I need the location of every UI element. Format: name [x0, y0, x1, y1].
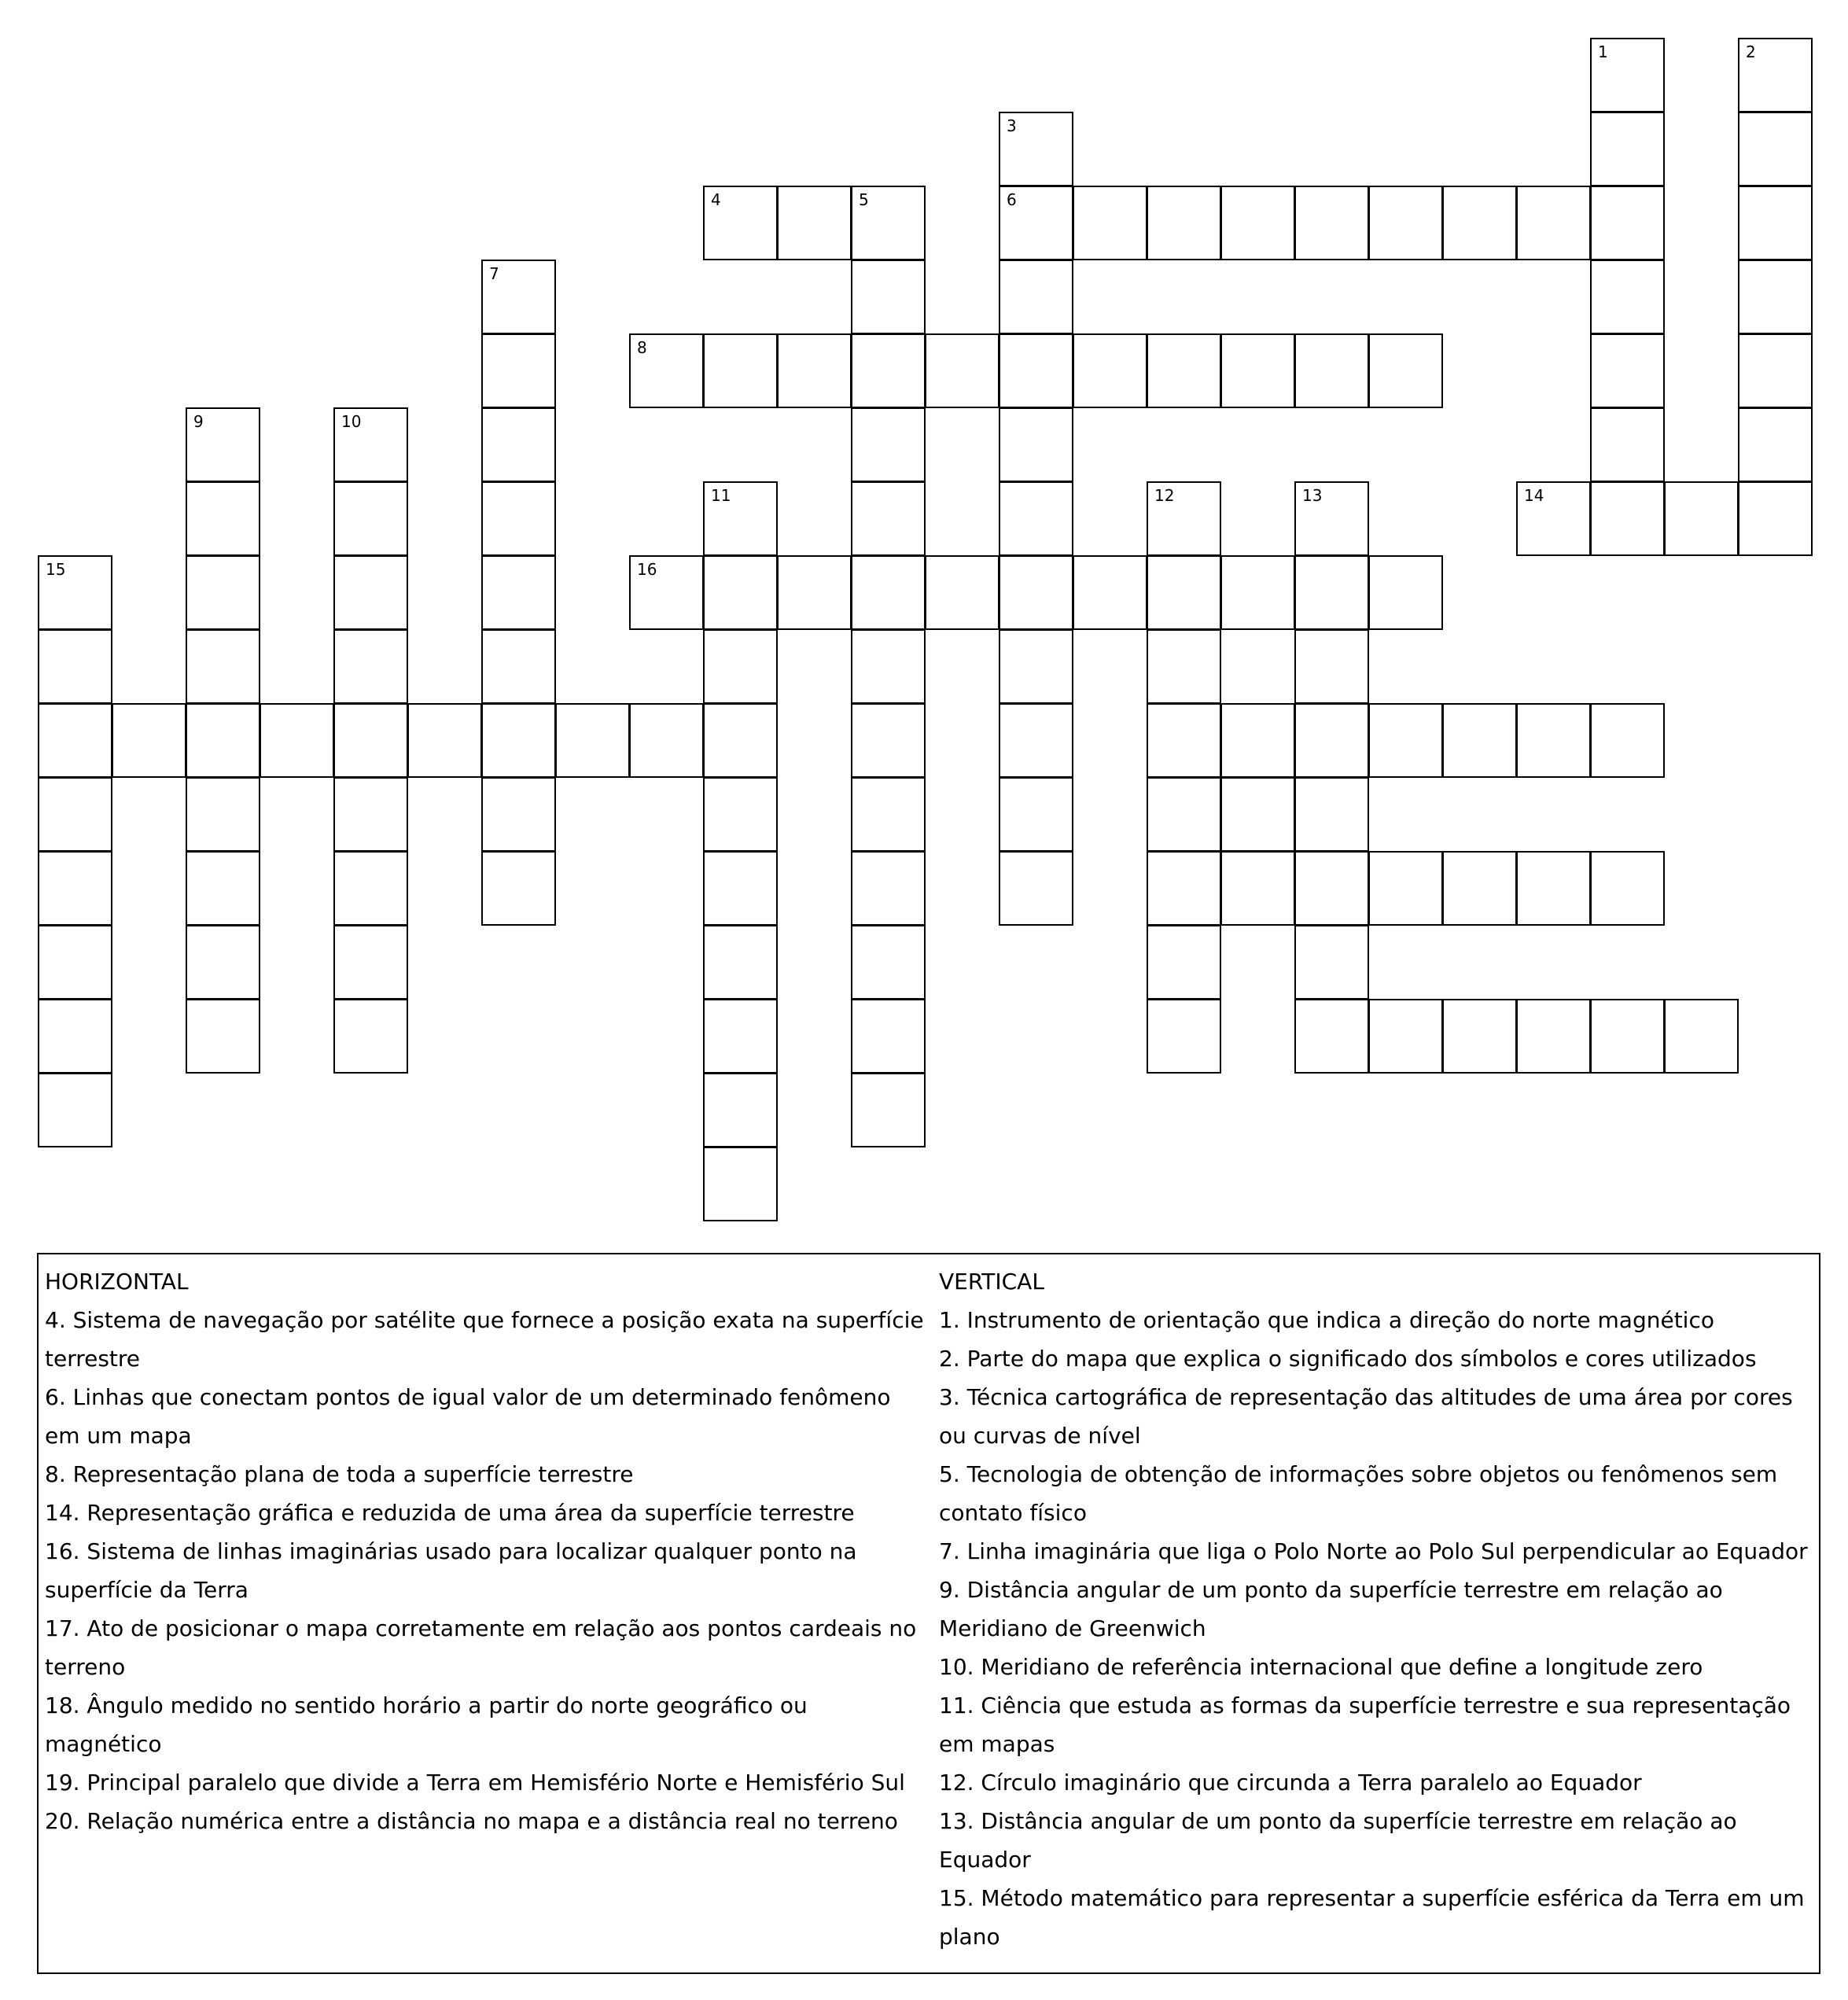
cell-number: 12 [1154, 486, 1175, 505]
clues-box [37, 1253, 1820, 1974]
crossword-cell[interactable] [186, 703, 260, 778]
clue-vertical-10: 10. Meridiano de referência internacional que define a longitude zero [939, 1654, 1703, 1680]
crossword-cell[interactable] [38, 925, 112, 1000]
crossword-cell[interactable] [851, 703, 926, 778]
crossword-cell[interactable] [1590, 481, 1665, 556]
crossword-cell[interactable] [1220, 555, 1295, 630]
crossword-cell[interactable] [777, 333, 852, 408]
crossword-cell[interactable] [481, 703, 556, 778]
crossword-cell[interactable] [1590, 851, 1665, 926]
clue-vertical-12: 12. Círculo imaginário que circunda a Terra paralelo ao Equador [939, 1770, 1642, 1796]
crossword-cell[interactable] [1738, 186, 1813, 260]
crossword-cell[interactable] [1147, 555, 1221, 630]
crossword-cell[interactable] [186, 999, 260, 1074]
clue-vertical-1: 1. Instrumento de orientação que indica a direção do norte magnético [939, 1307, 1714, 1333]
crossword-cell[interactable] [703, 555, 778, 630]
crossword-cell[interactable] [1590, 186, 1665, 260]
clue-horizontal-6: 6. Linhas que conectam pontos de igual valor de um determinado fenômeno em um mapa [45, 1384, 891, 1449]
crossword-cell[interactable] [1368, 186, 1443, 260]
crossword-cell[interactable] [703, 333, 778, 408]
vertical-clues [939, 1262, 1812, 1956]
clue-vertical-2: 2. Parte do mapa que explica o significado dos símbolos e cores utilizados [939, 1346, 1757, 1372]
crossword-cell[interactable] [481, 407, 556, 482]
crossword-cell[interactable] [1294, 925, 1369, 1000]
crossword-cell[interactable] [1442, 703, 1517, 778]
clue-horizontal-16: 16. Sistema de linhas imaginárias usado para localizar qualquer ponto na superfície da Terra [45, 1538, 857, 1603]
crossword-cell-13[interactable] [1294, 481, 1369, 556]
crossword-cell[interactable] [999, 777, 1073, 852]
crossword-cell[interactable] [481, 333, 556, 408]
crossword-cell[interactable] [1442, 186, 1517, 260]
crossword-cell[interactable] [38, 777, 112, 852]
crossword-cell[interactable] [1073, 333, 1147, 408]
crossword-cell[interactable] [38, 1073, 112, 1147]
crossword-cell-15[interactable] [38, 555, 112, 630]
crossword-cell[interactable] [1516, 703, 1591, 778]
crossword-cell[interactable] [1738, 481, 1813, 556]
crossword-cell[interactable] [999, 851, 1073, 926]
crossword-cell[interactable] [112, 703, 186, 778]
crossword-cell[interactable] [851, 555, 926, 630]
clue-vertical-9: 9. Distância angular de um ponto da superfície terrestre em relação ao Meridiano de Greenwich [939, 1577, 1723, 1641]
horizontal-clues [45, 1262, 926, 1840]
crossword-cell[interactable] [1073, 186, 1147, 260]
cell-number: 4 [711, 190, 721, 209]
cell-number: 1 [1598, 42, 1608, 61]
crossword-cell[interactable] [186, 481, 260, 556]
crossword-cell[interactable] [1368, 333, 1443, 408]
clue-vertical-11: 11. Ciência que estuda as formas da superfície terrestre e sua representação em mapas [939, 1692, 1791, 1757]
crossword-cell[interactable] [555, 703, 630, 778]
crossword-cell[interactable] [186, 925, 260, 1000]
cell-number: 5 [859, 190, 869, 209]
crossword-cell[interactable] [1442, 851, 1517, 926]
crossword-cell[interactable] [925, 555, 999, 630]
crossword-cell[interactable] [1294, 333, 1369, 408]
crossword-cell[interactable] [703, 703, 778, 778]
crossword-cell[interactable] [186, 555, 260, 630]
crossword-cell[interactable] [481, 555, 556, 630]
crossword-cell[interactable] [1368, 999, 1443, 1074]
crossword-cell[interactable] [1294, 851, 1369, 926]
crossword-cell[interactable] [1220, 186, 1295, 260]
crossword-cell[interactable] [851, 481, 926, 556]
crossword-cell[interactable] [777, 555, 852, 630]
crossword-cell[interactable] [703, 629, 778, 704]
crossword-cell[interactable] [38, 851, 112, 926]
crossword-cell[interactable] [481, 629, 556, 704]
crossword-cell[interactable] [777, 186, 852, 260]
crossword-cell[interactable] [333, 481, 408, 556]
crossword-cell[interactable] [1294, 777, 1369, 852]
clue-horizontal-4: 4. Sistema de navegação por satélite que fornece a posição exata na superfície terrestre [45, 1307, 924, 1372]
crossword-cell-5[interactable] [851, 186, 926, 260]
crossword-cell[interactable] [703, 925, 778, 1000]
crossword-cell[interactable] [629, 703, 704, 778]
crossword-cell[interactable] [1738, 260, 1813, 334]
clue-vertical-7: 7. Linha imaginária que liga o Polo Norte ao Polo Sul perpendicular ao Equador [939, 1538, 1808, 1564]
cell-number: 16 [637, 560, 657, 579]
crossword-cell[interactable] [1442, 999, 1517, 1074]
crossword-cell[interactable] [851, 629, 926, 704]
crossword-cell[interactable] [333, 629, 408, 704]
crossword-cell[interactable] [1368, 703, 1443, 778]
cell-number: 14 [1524, 486, 1544, 505]
crossword-cell[interactable] [1294, 629, 1369, 704]
crossword-cell[interactable] [703, 1147, 778, 1221]
cell-number: 6 [1007, 190, 1017, 209]
clue-vertical-3: 3. Técnica cartográfica de representação das altitudes de uma área por cores ou curvas de nível [939, 1384, 1793, 1449]
crossword-cell-8[interactable] [629, 333, 704, 408]
crossword-cell[interactable] [703, 777, 778, 852]
crossword-cell[interactable] [1664, 481, 1739, 556]
crossword-cell[interactable] [1590, 407, 1665, 482]
crossword-cell[interactable] [1664, 999, 1739, 1074]
crossword-cell[interactable] [1220, 703, 1295, 778]
crossword-cell[interactable] [1294, 186, 1369, 260]
crossword-cell[interactable] [999, 481, 1073, 556]
clue-horizontal-17: 17. Ato de posicionar o mapa corretamente em relação aos pontos cardeais no terreno [45, 1615, 917, 1680]
crossword-cell[interactable] [703, 999, 778, 1074]
clue-horizontal-14: 14. Representação gráfica e reduzida de uma área da superfície terrestre [45, 1500, 855, 1526]
crossword-cell[interactable] [851, 777, 926, 852]
clue-vertical-13: 13. Distância angular de um ponto da superfície terrestre em relação ao Equador [939, 1808, 1737, 1873]
crossword-cell[interactable] [851, 333, 926, 408]
crossword-cell[interactable] [1147, 186, 1221, 260]
crossword-cell[interactable] [1738, 407, 1813, 482]
crossword-cell[interactable] [1147, 999, 1221, 1074]
cell-number: 2 [1746, 42, 1756, 61]
clue-horizontal-18: 18. Ângulo medido no sentido horário a partir do norte geográfico ou magnético [45, 1692, 808, 1757]
cell-number: 3 [1007, 116, 1017, 135]
crossword-cell-6[interactable] [999, 186, 1073, 260]
crossword-cell[interactable] [186, 851, 260, 926]
crossword-cell[interactable] [999, 703, 1073, 778]
crossword-cell[interactable] [407, 703, 482, 778]
clue-horizontal-20: 20. Relação numérica entre a distância no mapa e a distância real no terreno [45, 1808, 898, 1834]
crossword-cell[interactable] [851, 260, 926, 334]
crossword-cell-14[interactable] [1516, 481, 1591, 556]
crossword-cell[interactable] [1147, 851, 1221, 926]
crossword-cell[interactable] [38, 629, 112, 704]
crossword-cell[interactable] [38, 999, 112, 1074]
crossword-cell[interactable] [851, 925, 926, 1000]
crossword-cell[interactable] [1738, 333, 1813, 408]
crossword-cell[interactable] [1073, 555, 1147, 630]
crossword-cell[interactable] [1220, 851, 1295, 926]
crossword-cell[interactable] [1590, 333, 1665, 408]
crossword-cell[interactable] [851, 1073, 926, 1147]
crossword-cell[interactable] [1147, 925, 1221, 1000]
crossword-cell[interactable] [999, 629, 1073, 704]
clue-horizontal-19: 19. Principal paralelo que divide a Terra em Hemisfério Norte e Hemisfério Sul [45, 1770, 905, 1796]
crossword-cell[interactable] [333, 851, 408, 926]
crossword-cell[interactable] [1516, 186, 1591, 260]
crossword-cell[interactable] [999, 333, 1073, 408]
cell-number: 15 [46, 560, 66, 579]
crossword-cell[interactable] [1590, 999, 1665, 1074]
crossword-cell[interactable] [481, 777, 556, 852]
crossword-cell[interactable] [925, 333, 999, 408]
crossword-cell-3[interactable] [999, 112, 1073, 186]
crossword-cell-10[interactable] [333, 407, 408, 482]
vertical-title: VERTICAL [939, 1269, 1044, 1295]
crossword-cell-7[interactable] [481, 260, 556, 334]
crossword-cell[interactable] [851, 999, 926, 1074]
crossword-cell[interactable] [999, 260, 1073, 334]
crossword-cell[interactable] [851, 407, 926, 482]
cell-number: 13 [1302, 486, 1323, 505]
crossword-cell[interactable] [1220, 333, 1295, 408]
crossword-cell-11[interactable] [703, 481, 778, 556]
crossword-cell[interactable] [1294, 999, 1369, 1074]
crossword-cell-4[interactable] [703, 186, 778, 260]
crossword-cell[interactable] [1147, 333, 1221, 408]
crossword-cell[interactable] [1590, 112, 1665, 186]
cell-number: 7 [489, 264, 499, 283]
cell-number: 9 [193, 412, 204, 431]
crossword-cell-9[interactable] [186, 407, 260, 482]
crossword-cell[interactable] [481, 851, 556, 926]
crossword-cell[interactable] [1294, 555, 1369, 630]
horizontal-title: HORIZONTAL [45, 1269, 189, 1295]
crossword-cell[interactable] [1147, 777, 1221, 852]
cell-number: 10 [341, 412, 362, 431]
crossword-cell[interactable] [1294, 703, 1369, 778]
clue-vertical-5: 5. Tecnologia de obtenção de informações sobre objetos ou fenômenos sem contato físico [939, 1461, 1778, 1526]
crossword-cell[interactable] [481, 481, 556, 556]
crossword-cell-1[interactable] [1590, 38, 1665, 112]
crossword-cell[interactable] [333, 703, 408, 778]
crossword-cell[interactable] [1368, 851, 1443, 926]
crossword-cell[interactable] [186, 777, 260, 852]
clue-horizontal-8: 8. Representação plana de toda a superfície terrestre [45, 1461, 634, 1487]
crossword-cell[interactable] [851, 851, 926, 926]
crossword-cell[interactable] [1220, 777, 1295, 852]
crossword-cell[interactable] [1516, 851, 1591, 926]
crossword-cell[interactable] [1147, 629, 1221, 704]
crossword-cell[interactable] [703, 851, 778, 926]
crossword-cell[interactable] [186, 629, 260, 704]
crossword-cell[interactable] [999, 555, 1073, 630]
crossword-cell[interactable] [1516, 999, 1591, 1074]
cell-number: 11 [711, 486, 731, 505]
crossword-cell[interactable] [1368, 555, 1443, 630]
crossword-cell[interactable] [333, 777, 408, 852]
crossword-cell[interactable] [260, 703, 334, 778]
crossword-cell[interactable] [1590, 703, 1665, 778]
crossword-cell[interactable] [1738, 112, 1813, 186]
crossword-cell-16[interactable] [629, 555, 704, 630]
crossword-cell[interactable] [703, 1073, 778, 1147]
crossword-cell[interactable] [38, 703, 112, 778]
cell-number: 8 [637, 338, 647, 357]
crossword-cell[interactable] [999, 407, 1073, 482]
clue-vertical-15: 15. Método matemático para representar a superfície esférica da Terra em um plano [939, 1885, 1805, 1950]
crossword-cell-2[interactable] [1738, 38, 1813, 112]
crossword-cell[interactable] [333, 999, 408, 1074]
crossword-cell[interactable] [333, 925, 408, 1000]
crossword-cell[interactable] [1590, 260, 1665, 334]
crossword-cell[interactable] [1147, 703, 1221, 778]
crossword-cell-12[interactable] [1147, 481, 1221, 556]
crossword-cell[interactable] [333, 555, 408, 630]
